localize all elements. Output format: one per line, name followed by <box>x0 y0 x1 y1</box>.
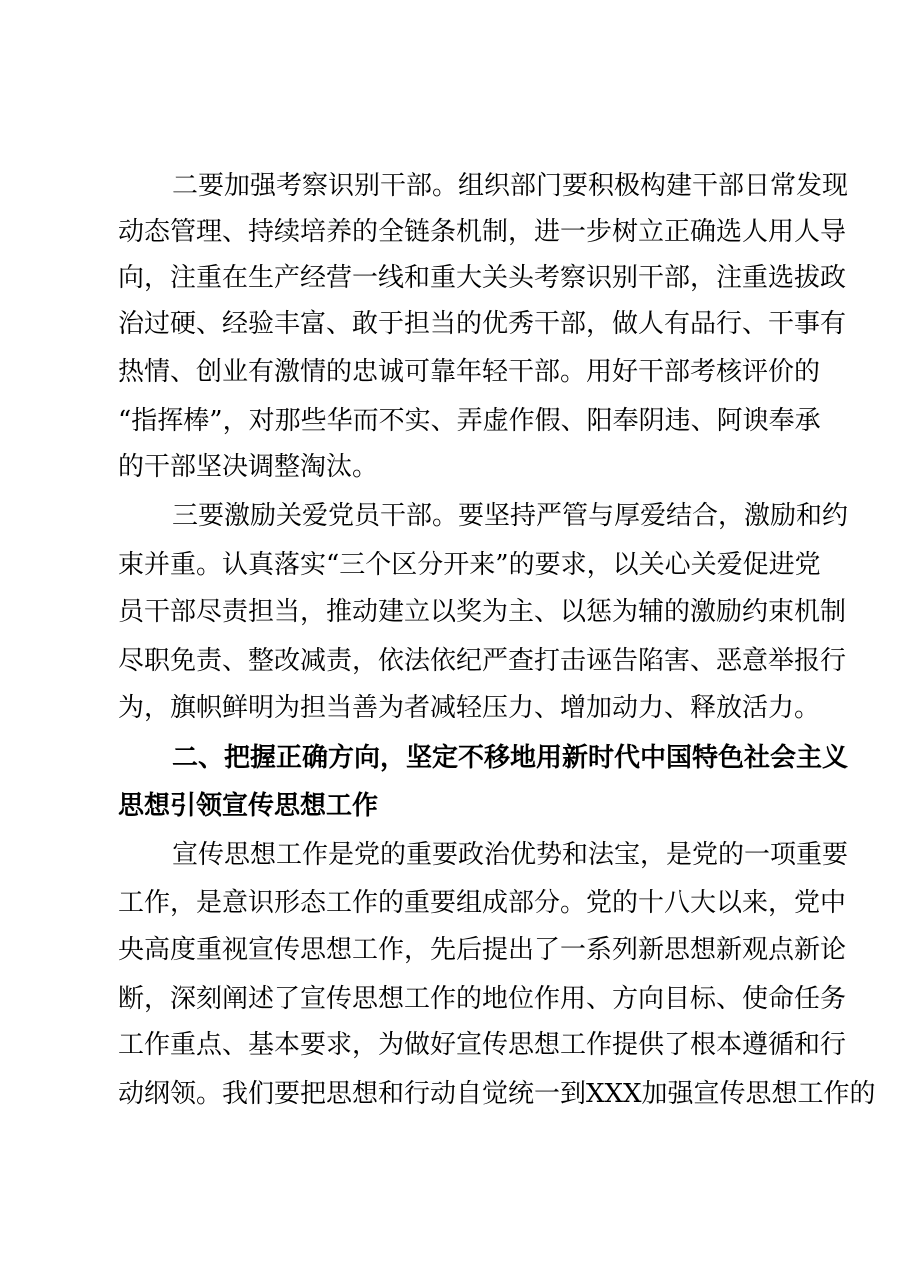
paragraph-2-line-5: 为，旗帜鲜明为担当善为者减轻压力、增加动力、释放活力。 <box>118 693 821 723</box>
paragraph-1-line-4: 治过硬、经验丰富、敢于担当的优秀干部，做人有品行、干事有 <box>118 309 847 339</box>
paragraph-1-line-2: 动态管理、持续培养的全链条机制，进一步树立正确选人用人导 <box>118 217 847 247</box>
section-heading-line-1: 二、把握正确方向，坚定不移地用新时代中国特色社会主义 <box>172 743 849 773</box>
section-heading-line-2: 思想引领宣传思想工作 <box>118 791 379 821</box>
paragraph-2-line-4: 尽职免责、整改减责，依法依纪严查打击诬告陷害、恶意举报行 <box>118 646 847 676</box>
paragraph-3-line-5: 工作重点、基本要求，为做好宣传思想工作提供了根本遵循和行 <box>118 1030 847 1060</box>
paragraph-3-line-6: 动纲领。我们要把思想和行动自觉统一到XXX加强宣传思想工作的 <box>118 1079 876 1109</box>
paragraph-2-line-2: 束并重。认真落实“三个区分开来”的要求，以关心关爱促进党 <box>118 550 821 580</box>
paragraph-1-line-6: “指挥棒”，对那些华而不实、弄虚作假、阳奉阴违、阿谀奉承 <box>118 406 821 436</box>
paragraph-3-line-2: 工作，是意识形态工作的重要组成部分。党的十八大以来，党中 <box>118 888 847 918</box>
paragraph-2-line-3: 员干部尽责担当，推动建立以奖为主、以惩为辅的激励约束机制 <box>118 597 847 627</box>
paragraph-1-line-3: 向，注重在生产经营一线和重大关头考察识别干部，注重选拔政 <box>118 263 847 293</box>
paragraph-2-line-1: 三要激励关爱党员干部。要坚持严管与厚爱结合，激励和约 <box>172 501 849 531</box>
paragraph-1-line-7: 的干部坚决调整淘汰。 <box>118 452 379 482</box>
paragraph-1-line-5: 热情、创业有激情的忠诚可靠年轻干部。用好干部考核评价的 <box>118 357 821 387</box>
paragraph-3-line-3: 央高度重视宣传思想工作，先后提出了一系列新思想新观点新论 <box>118 935 847 965</box>
paragraph-3-line-4: 断，深刻阐述了宣传思想工作的地位作用、方向目标、使命任务 <box>118 984 847 1014</box>
paragraph-3-line-1: 宣传思想工作是党的重要政治优势和法宝，是党的一项重要 <box>172 840 849 870</box>
paragraph-1-line-1: 二要加强考察识别干部。组织部门要积极构建干部日常发现 <box>172 171 849 201</box>
